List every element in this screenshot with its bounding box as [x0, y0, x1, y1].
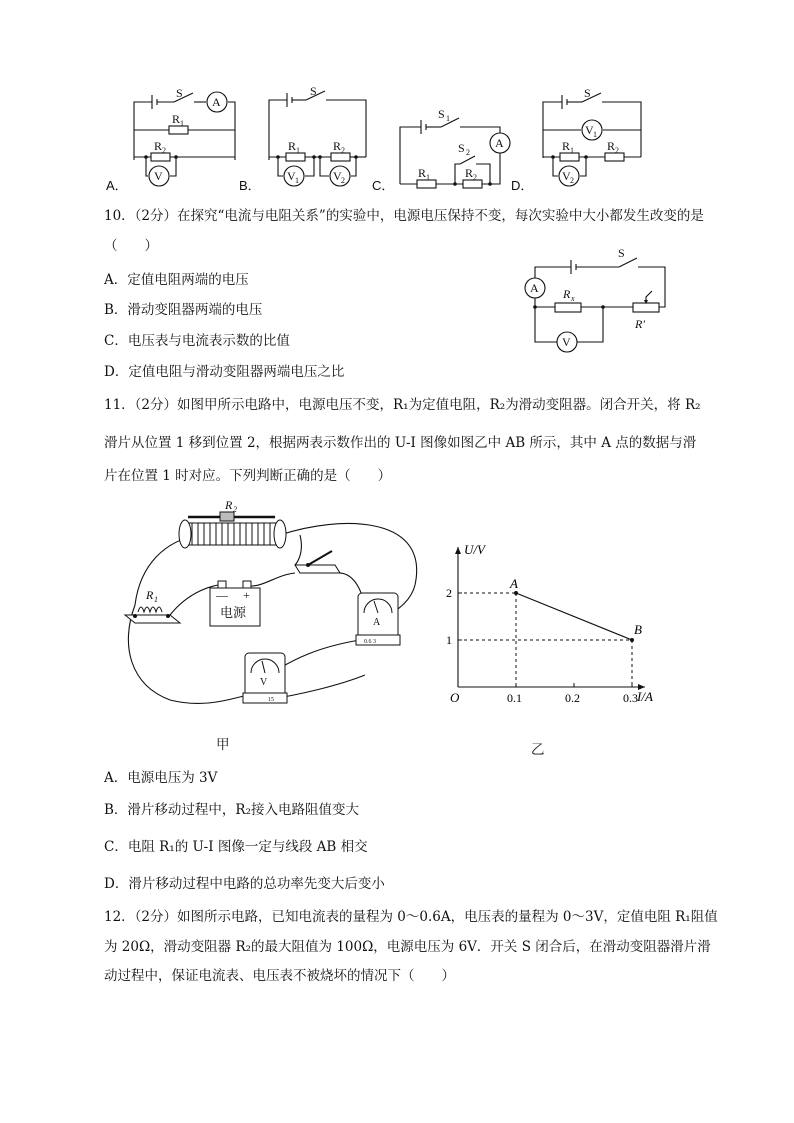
q12-stem-line-3: 动过程中，保证电流表、电压表不被烧坏的情况下（ ）	[104, 968, 455, 984]
q9-option-a-label: A．	[106, 178, 128, 193]
figure-jia-caption: 甲	[216, 737, 230, 753]
q10-option-d: D．定值电阻与滑动变阻器两端电压之比	[104, 364, 345, 380]
svg-text:2: 2	[233, 505, 237, 514]
svg-text:A: A	[212, 95, 221, 109]
point-label-b: B	[634, 622, 642, 637]
q12-stem-line-1: 12．（2分）如图所示电路，已知电流表的量程为 0～0.6A，电压表的量程为 0～3V，定值电阻 R₁阻值	[104, 909, 718, 925]
knife-switch	[295, 551, 340, 573]
svg-text:R: R	[607, 139, 616, 153]
q10-answer-paren: （ ）	[104, 238, 158, 254]
svg-text:R: R	[418, 166, 427, 180]
q11-figure-jia	[110, 495, 440, 720]
q11-option-c: C．电阻 R₁的 U-I 图像一定与线段 AB 相交	[104, 839, 368, 855]
svg-text:V: V	[333, 169, 342, 183]
svg-text:2: 2	[473, 173, 477, 182]
svg-text:S: S	[438, 107, 445, 121]
svg-text:S: S	[176, 86, 183, 100]
q11-stem-line-1: 11．（2分）如图甲所示电路中，电源电压不变，R₁为定值电阻，R₂为滑动变阻器。闭合开关，将 R₂	[104, 397, 701, 413]
q9-option-d-label: D．	[511, 178, 534, 193]
svg-text:2: 2	[162, 146, 166, 155]
q12-stem-line-2: 为 20Ω，滑动变阻器 R₂的最大阻值为 100Ω，电源电压为 6V．开关 S 闭合后，在滑动变阻器滑片滑	[104, 939, 711, 955]
svg-text:1: 1	[296, 146, 300, 155]
origin-label: O	[450, 690, 460, 705]
svg-text:1: 1	[446, 114, 450, 123]
circuit-c	[400, 118, 510, 188]
svg-text:2: 2	[341, 176, 345, 185]
q10-circuit-figure	[515, 245, 675, 360]
svg-text:V: V	[585, 123, 594, 137]
x-tick-label: 0.3	[623, 691, 638, 705]
svg-text:R: R	[563, 287, 571, 301]
y-tick-label: 2	[446, 586, 452, 600]
q9-option-b-label: B．	[239, 178, 261, 193]
svg-text:V: V	[562, 169, 571, 183]
x-tick-label: 0.1	[507, 691, 522, 705]
q11-option-d: D．滑片移动过程中电路的总功率先变大后变小	[104, 876, 385, 892]
svg-text:V: V	[562, 335, 571, 349]
x-tick-label: 0.2	[565, 691, 580, 705]
svg-text:1: 1	[295, 176, 299, 185]
svg-text:A: A	[530, 281, 539, 295]
svg-text:0.6 3: 0.6 3	[364, 639, 376, 645]
y-tick-label: 1	[446, 633, 452, 647]
q9-circuits-figure	[0, 0, 794, 200]
q10-option-a: A．定值电阻两端的电压	[104, 272, 249, 288]
q11-option-a: A．电源电压为 3V	[104, 770, 218, 786]
q10-option-b: B．滑动变阻器两端的电压	[104, 302, 263, 318]
svg-text:电源: 电源	[220, 605, 247, 620]
q9-option-c-label: C．	[372, 178, 395, 193]
circuit-b	[269, 91, 366, 186]
svg-text:V: V	[154, 169, 163, 183]
svg-text:S: S	[618, 246, 625, 260]
svg-text:2: 2	[615, 146, 619, 155]
svg-text:A: A	[373, 617, 381, 628]
svg-text:V: V	[287, 169, 296, 183]
data-point-b	[630, 638, 634, 642]
y-axis-label: U/V	[464, 542, 485, 557]
svg-text:R: R	[172, 112, 181, 126]
svg-text:V: V	[260, 677, 268, 688]
svg-text:2: 2	[466, 148, 470, 157]
svg-text:2: 2	[570, 176, 574, 185]
svg-text:R: R	[146, 588, 154, 602]
q10-stem: 10．（2分）在探究“电流与电阻关系”的实验中，电源电压保持不变，每次实验中大小都发生改变的是	[104, 208, 704, 224]
q11-ui-graph	[440, 535, 670, 710]
svg-text:1: 1	[180, 119, 184, 128]
svg-text:A: A	[495, 136, 504, 150]
svg-text:15: 15	[268, 697, 274, 703]
svg-text:1: 1	[426, 173, 430, 182]
svg-text:R: R	[562, 139, 571, 153]
data-point-a	[514, 591, 518, 595]
svg-text:R: R	[465, 166, 474, 180]
svg-text:S: S	[458, 141, 465, 155]
svg-text:R: R	[288, 139, 297, 153]
svg-text:1: 1	[570, 146, 574, 155]
q11-stem-line-3: 片在位置 1 时对应。下列判断正确的是（ ）	[104, 468, 392, 484]
q11-stem-line-2: 滑片从位置 1 移到位置 2，根据两表示数作出的 U-I 图像如图乙中 AB 所示，其中 A 点的数据与滑	[104, 435, 697, 451]
circuit-d	[543, 93, 641, 186]
svg-text:R: R	[225, 498, 233, 512]
point-label-a: A	[510, 576, 518, 591]
svg-text:2: 2	[341, 146, 345, 155]
segment-ab	[516, 593, 632, 640]
svg-text:1: 1	[593, 130, 597, 139]
figure-yi-caption: 乙	[531, 742, 545, 758]
svg-text:1: 1	[154, 595, 158, 604]
svg-text:S: S	[310, 84, 317, 98]
svg-text:R: R	[333, 139, 342, 153]
svg-text:+: +	[243, 588, 250, 602]
ui-graph-root	[446, 542, 653, 705]
svg-text:R: R	[154, 139, 163, 153]
rheostat-r2	[179, 512, 286, 548]
svg-text:R′: R′	[635, 317, 645, 331]
svg-text:S: S	[584, 86, 591, 100]
x-axis-label: I/A	[637, 689, 653, 704]
svg-text:—: —	[216, 588, 228, 602]
q10-option-c: C．电压表与电流表示数的比值	[104, 333, 290, 349]
svg-text:x: x	[571, 294, 575, 303]
y-axis-arrow	[455, 547, 461, 554]
q11-option-b: B．滑片移动过程中，R₂接入电路阻值变大	[104, 802, 359, 818]
